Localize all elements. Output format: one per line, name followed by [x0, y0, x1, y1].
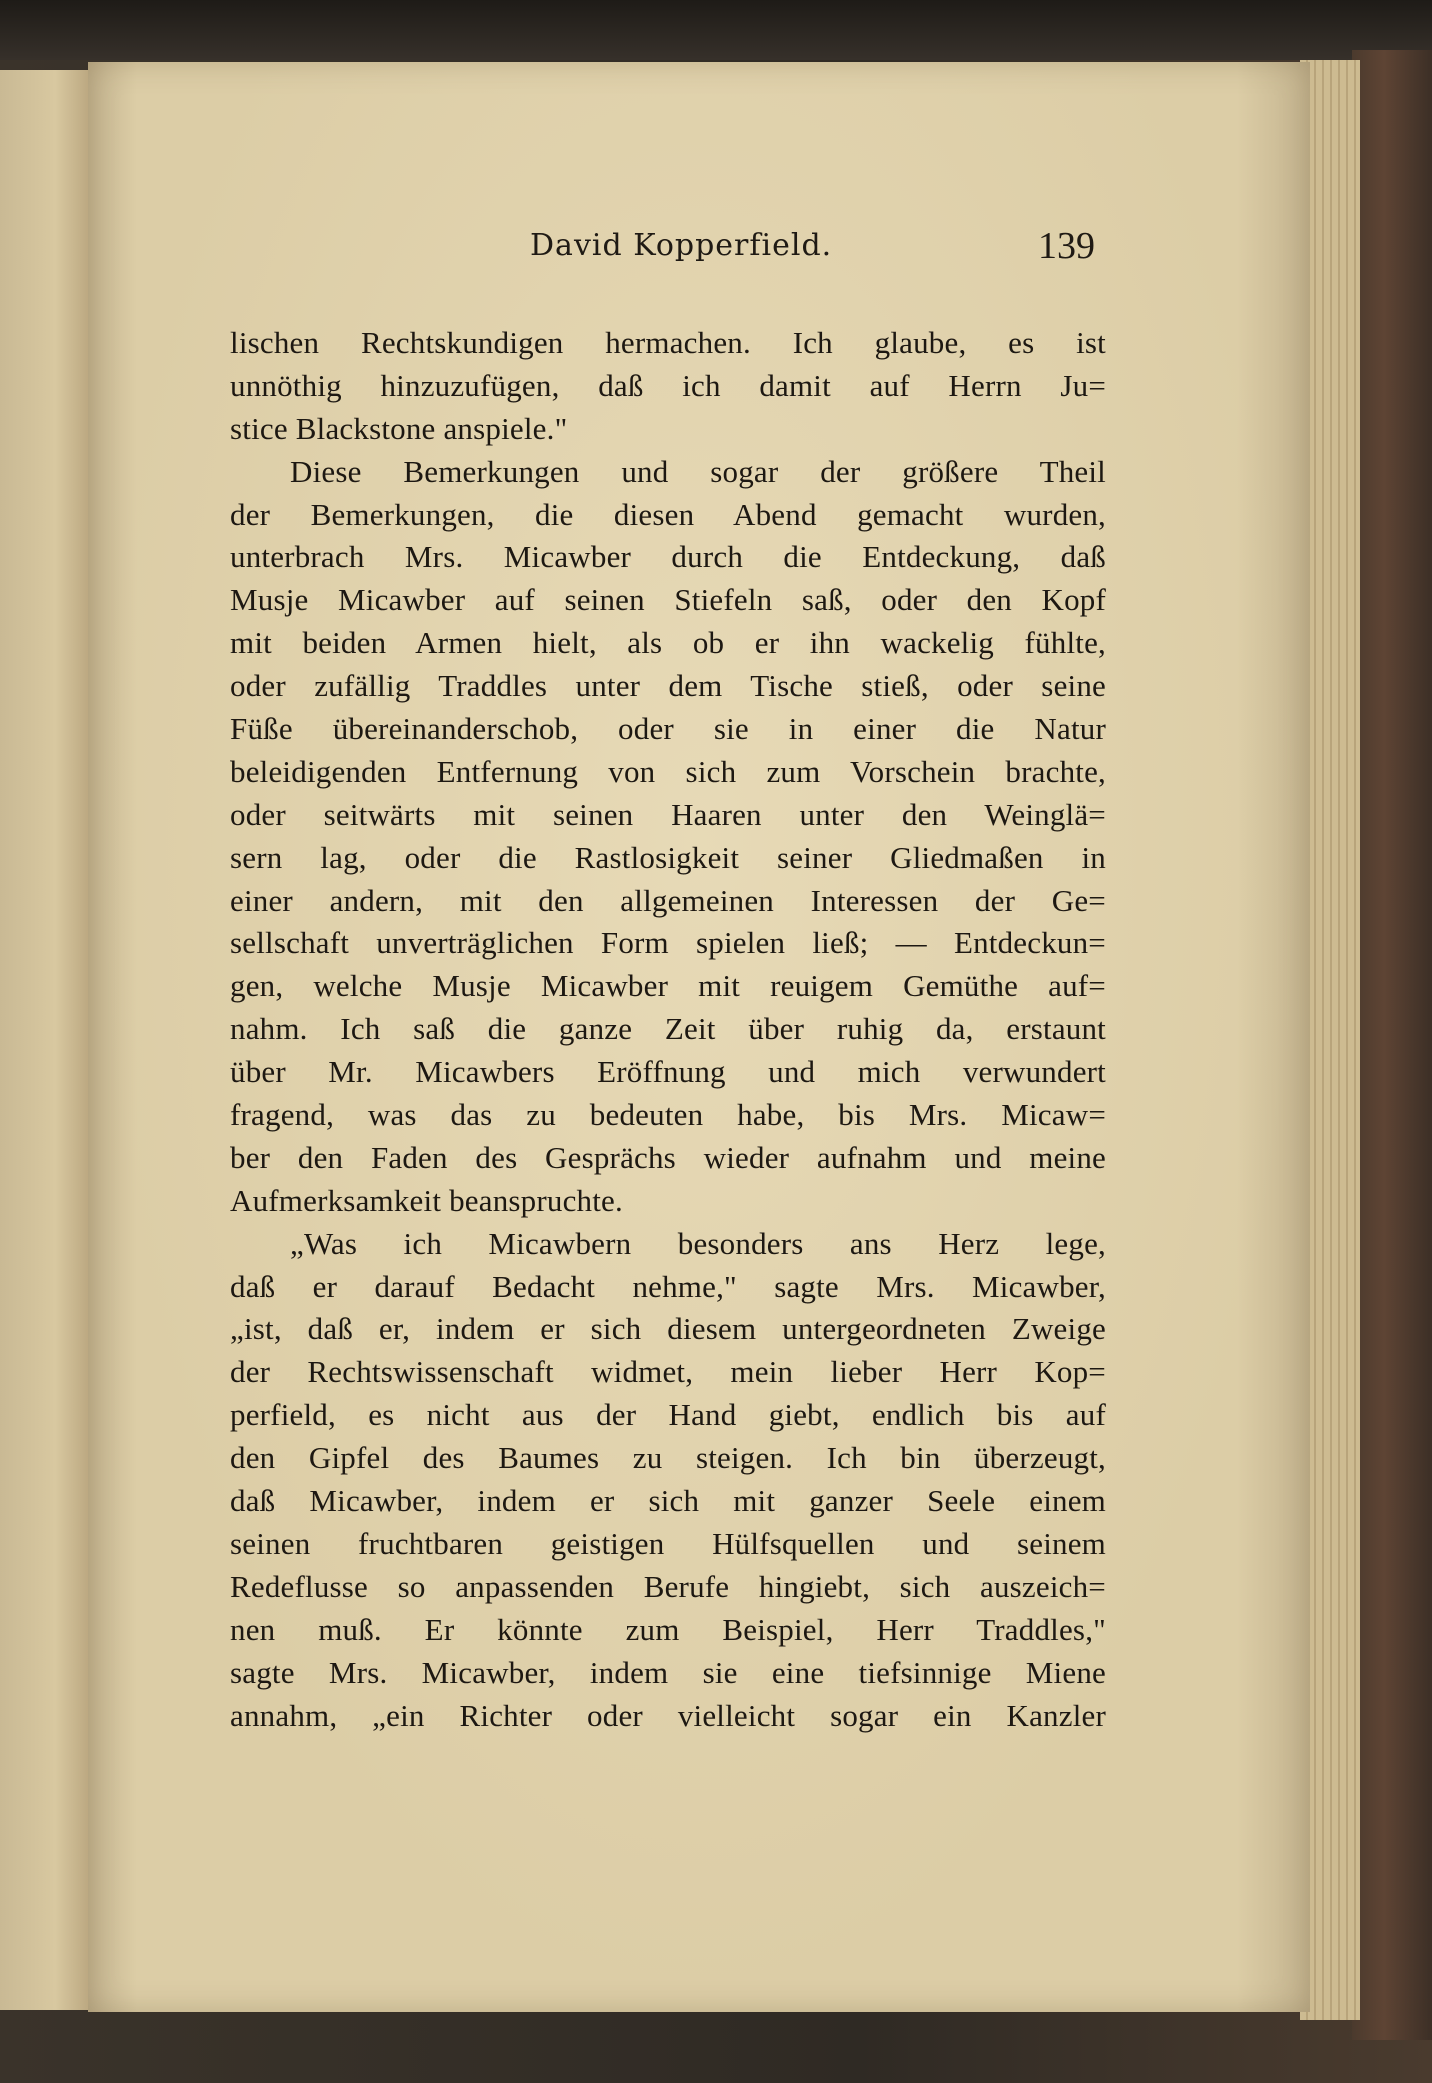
running-head: David Kopperfield. — [530, 228, 833, 263]
text-line: mit beiden Armen hielt, als ob er ihn wackelig fühlte, — [230, 625, 1106, 661]
text-line: stice Blackstone anspiele." — [230, 410, 568, 446]
text-line: „Was ich Micawbern besonders ans Herz lege, — [290, 1225, 1106, 1261]
book-cover-edge — [1352, 50, 1432, 2040]
text-line: „ist, daß er, indem er sich diesem untergeordneten Zweige — [230, 1311, 1106, 1347]
text-line: annahm, „ein Richter oder vielleicht sogar ein Kanzler — [230, 1697, 1106, 1733]
text-line: sern lag, oder die Rastlosigkeit seiner Gliedmaßen in — [230, 839, 1106, 875]
text-line: der Bemerkungen, die diesen Abend gemacht wurden, — [230, 496, 1106, 532]
text-line: über Mr. Micawbers Eröffnung und mich verwundert — [230, 1054, 1106, 1090]
text-line: den Gipfel des Baumes zu steigen. Ich bin überzeugt, — [230, 1440, 1106, 1476]
text-line: ber den Faden des Gesprächs wieder aufnahm und meine — [230, 1139, 1106, 1175]
text-line: Diese Bemerkungen und sogar der größere Theil — [290, 453, 1106, 489]
text-line: perfield, es nicht aus der Hand giebt, endlich bis auf — [230, 1397, 1106, 1433]
text-line: daß er darauf Bedacht nehme," sagte Mrs. Micawber, — [230, 1268, 1106, 1304]
text-line: Musje Micawber auf seinen Stiefeln saß, oder den Kopf — [230, 582, 1106, 618]
text-line: fragend, was das zu bedeuten habe, bis Mrs. Micaw= — [230, 1097, 1106, 1133]
text-line: Füße übereinanderschob, oder sie in einer die Natur — [230, 711, 1106, 747]
text-line: nen muß. Er könnte zum Beispiel, Herr Traddles," — [230, 1611, 1106, 1647]
text-line: unnöthig hinzuzufügen, daß ich damit auf Herrn Ju= — [230, 367, 1106, 403]
book-top-board — [0, 0, 1432, 60]
page-number: 139 — [1038, 225, 1095, 267]
text-line: unterbrach Mrs. Micawber durch die Entdeckung, daß — [230, 539, 1106, 575]
text-line: gen, welche Musje Micawber mit reuigem Gemüthe auf= — [230, 968, 1106, 1004]
text-line: sellschaft unverträglichen Form spielen ließ; — Entdeckun= — [230, 925, 1106, 961]
text-line: beleidigenden Entfernung von sich zum Vorschein brachte, — [230, 753, 1106, 789]
text-line: seinen fruchtbaren geistigen Hülfsquellen und seinem — [230, 1525, 1106, 1561]
text-line: oder zufällig Traddles unter dem Tische stieß, oder seine — [230, 668, 1106, 704]
facing-page-edge — [0, 70, 92, 2010]
body-text — [230, 322, 1106, 1737]
text-line: Aufmerksamkeit beanspruchte. — [230, 1182, 623, 1218]
text-line: nahm. Ich saß die ganze Zeit über ruhig da, erstaunt — [230, 1011, 1106, 1047]
text-line: oder seitwärts mit seinen Haaren unter den Weinglä= — [230, 796, 1106, 832]
text-line: daß Micawber, indem er sich mit ganzer Seele einem — [230, 1483, 1106, 1519]
text-line: lischen Rechtskundigen hermachen. Ich glaube, es ist — [230, 325, 1106, 360]
text-line: der Rechtswissenschaft widmet, mein lieber Herr Kop= — [230, 1354, 1106, 1390]
text-line: sagte Mrs. Micawber, indem sie eine tiefsinnige Miene — [230, 1654, 1106, 1690]
text-line: einer andern, mit den allgemeinen Interessen der Ge= — [230, 882, 1106, 918]
text-line: Redeflusse so anpassenden Berufe hingiebt, sich auszeich= — [230, 1568, 1106, 1604]
